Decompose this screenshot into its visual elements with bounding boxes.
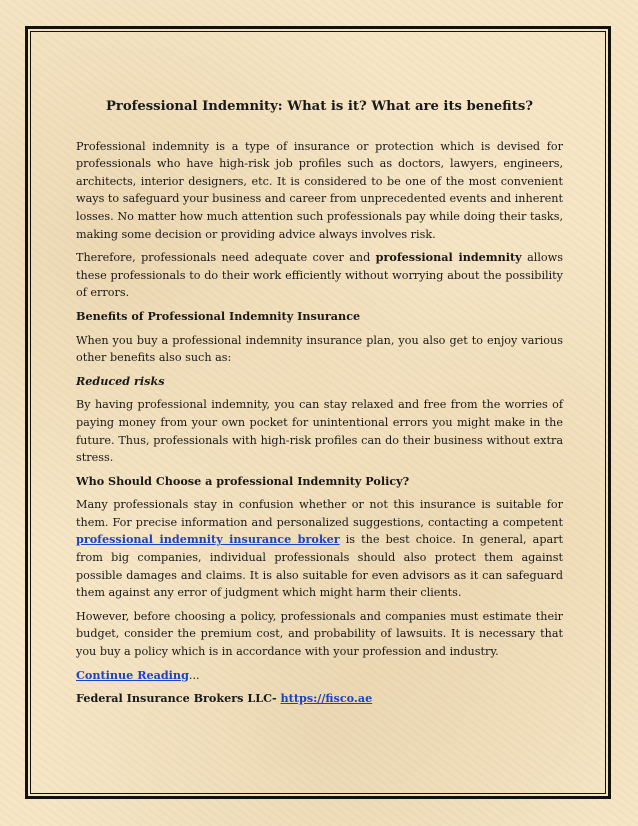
subheading-reduced-risks: Reduced risks xyxy=(76,373,165,388)
paragraph-reduced-risks: By having professional indemnity, you can stay relaxed and free from the worries of paying money from your own pocket for unintentional errors you might make in the future. Thus, professionals with high-risk profiles can do their business without extra stress. xyxy=(76,398,563,465)
heading-benefits: Benefits of Professional Indemnity Insurance xyxy=(76,308,361,323)
footer-company-label: Federal Insurance Brokers LLC- xyxy=(76,691,281,706)
continue-reading-line xyxy=(76,667,563,685)
continue-reading-ellipsis: ... xyxy=(188,668,200,682)
paragraph-cover xyxy=(76,249,563,302)
paragraph-cover-text-2: allows these professionals to do their work efficiently without worrying about the possibility of errors. xyxy=(76,251,563,300)
footer-website-link[interactable]: https://fisco.ae xyxy=(280,691,373,706)
footer-line xyxy=(76,690,563,708)
insurance-broker-link[interactable]: professional indemnity insurance broker xyxy=(76,532,340,547)
continue-reading-link[interactable]: Continue Reading xyxy=(76,667,189,682)
professional-indemnity-bold: professional indemnity xyxy=(375,250,522,265)
paragraph-intro: Professional indemnity is a type of insurance or protection which is devised for professionals who have high-risk job profiles such as doctors, lawyers, engineers, architects, interior designers, etc. It is considered to be one of the most convenient ways to safeguard your business and career from unprecedented events and inherent losses. No matter how much attention such professionals pay while doing their tasks, making some decision or providing advice always involves risk. xyxy=(76,139,563,241)
paragraph-who xyxy=(76,496,563,602)
paragraph-budget: However, before choosing a policy, professionals and companies must estimate their budget, consider the premium cost, and probability of lawsuits. It is necessary that you buy a policy which is in accordance with your profession and industry. xyxy=(76,609,563,659)
paragraph-who-text-1: Many professionals stay in confusion whether or not this insurance is suitable for them. For precise information and personalized suggestions, contacting a competent xyxy=(76,498,563,529)
paragraph-benefits: When you buy a professional indemnity insurance plan, you also get to enjoy various other benefits also such as: xyxy=(76,333,563,365)
document-title: Professional Indemnity: What is it? What are its benefits? xyxy=(106,99,533,114)
paragraph-who-text-2: is the best choice. In general, apart from big companies, individual professionals should also protect them against possible damages and claims. It is also suitable for even advisors as it can safeguard them against any error of judgment which might harm their clients. xyxy=(76,533,563,600)
heading-who-should-choose: Who Should Choose a professional Indemnity Policy? xyxy=(76,473,410,488)
paragraph-cover-text-1: Therefore, professionals need adequate cover and xyxy=(76,251,376,265)
document-body xyxy=(76,98,563,714)
